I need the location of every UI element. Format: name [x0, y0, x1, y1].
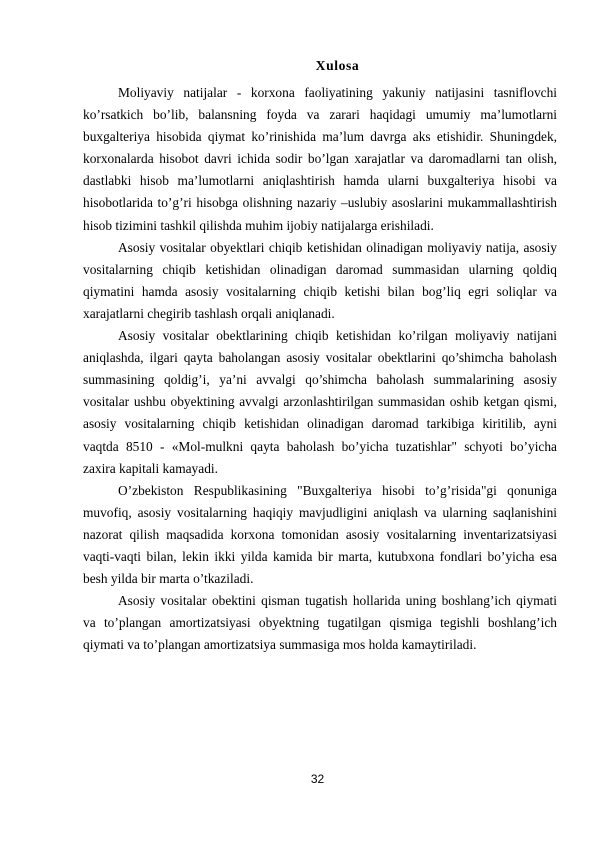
paragraph-4: O’zbekiston Respublikasining "Buxgalteriya hisobi to’g’risida"gi qonuniga muvofiq, asosiy vositalarning haqiqiy mavjudligini aniqlash va ularning saqlanishini nazorat qilish maqsadida korxona tomonidan asosiy vositalarning inventarizatsiyasi vaqti-vaqti bilan, lekin ikki yilda kamida bir marta, kutubxona fondlari bo’yicha esa besh yilda bir marta o’tkaziladi.	[83, 482, 557, 587]
paragraph-2: Asosiy vositalar obyektlari chiqib ketishidan olinadigan moliyaviy natija, asosiy vositalarning chiqib ketishidan olinadigan daromad summasidan ularning qoldiq qiymatini hamda asosiy vositalarning chiqib ketishi bilan bog’liq egri soliqlar va xarajatlarni chegirib tashlash orqali aniqlanadi.	[83, 239, 557, 321]
page-number: 32	[310, 772, 325, 786]
paragraph-3: Asosiy vositalar obektlarining chiqib ketishidan ko’rilgan moliyaviy natijani aniqlashda, ilgari qayta baholangan asosiy vositalar obektlarini qo’shimcha baholash summasining qoldig’i, ya’ni avvalgi qo’shimcha baholash summalarining asosiy vositalar ushbu obyektining avvalgi arzonlashtirilgan summasidan oshib ketgan qismi, asosiy vositalarning chiqib ketishidan olinadigan daromad tarkibiga kiritilib, ayni vaqtda 8510 - «Mol-mulkni qayta baholash bo’yicha tuzatishlar" schyoti bo’yicha zaxira kapitali kamayadi.	[83, 328, 557, 476]
page-title: Xulosa	[315, 58, 360, 73]
body-text	[83, 82, 557, 656]
paragraph-5: Asosiy vositalar obektini qisman tugatish hollarida uning boshlang’ich qiymati va to’plangan amortizatsiyasi obyektning tugatilgan qismiga tegishli boshlang’ich qiymati va to’plangan amortizatsiya summasiga mos holda kamaytiriladi.	[83, 593, 557, 653]
paragraph-1: Moliyaviy natijalar - korxona faoliyatining yakuniy natijasini tasniflovchi ko’rsatkich bo’lib, balansning foyda va zarari haqidagi umumiy ma’lumotlarni buxgalteriya hisobida qiymat ko’rinishida ma’lum davrga aks etishidir. Shuningdek, korxonalarda hisobot davri ichida sodir bo’lgan xarajatlar va daromadlarni tan olish, dastlabki hisob ma’lumotlarni aniqlashtirish hamda ularni buxgalteriya hisobi va hisobotlarida to’g’ri hisobga olishning nazariy –uslubiy asoslarini mukammallashtirish hisob tizimini tashkil qilishda muhim ijobiy natijalarga erishiladi.	[83, 85, 557, 233]
